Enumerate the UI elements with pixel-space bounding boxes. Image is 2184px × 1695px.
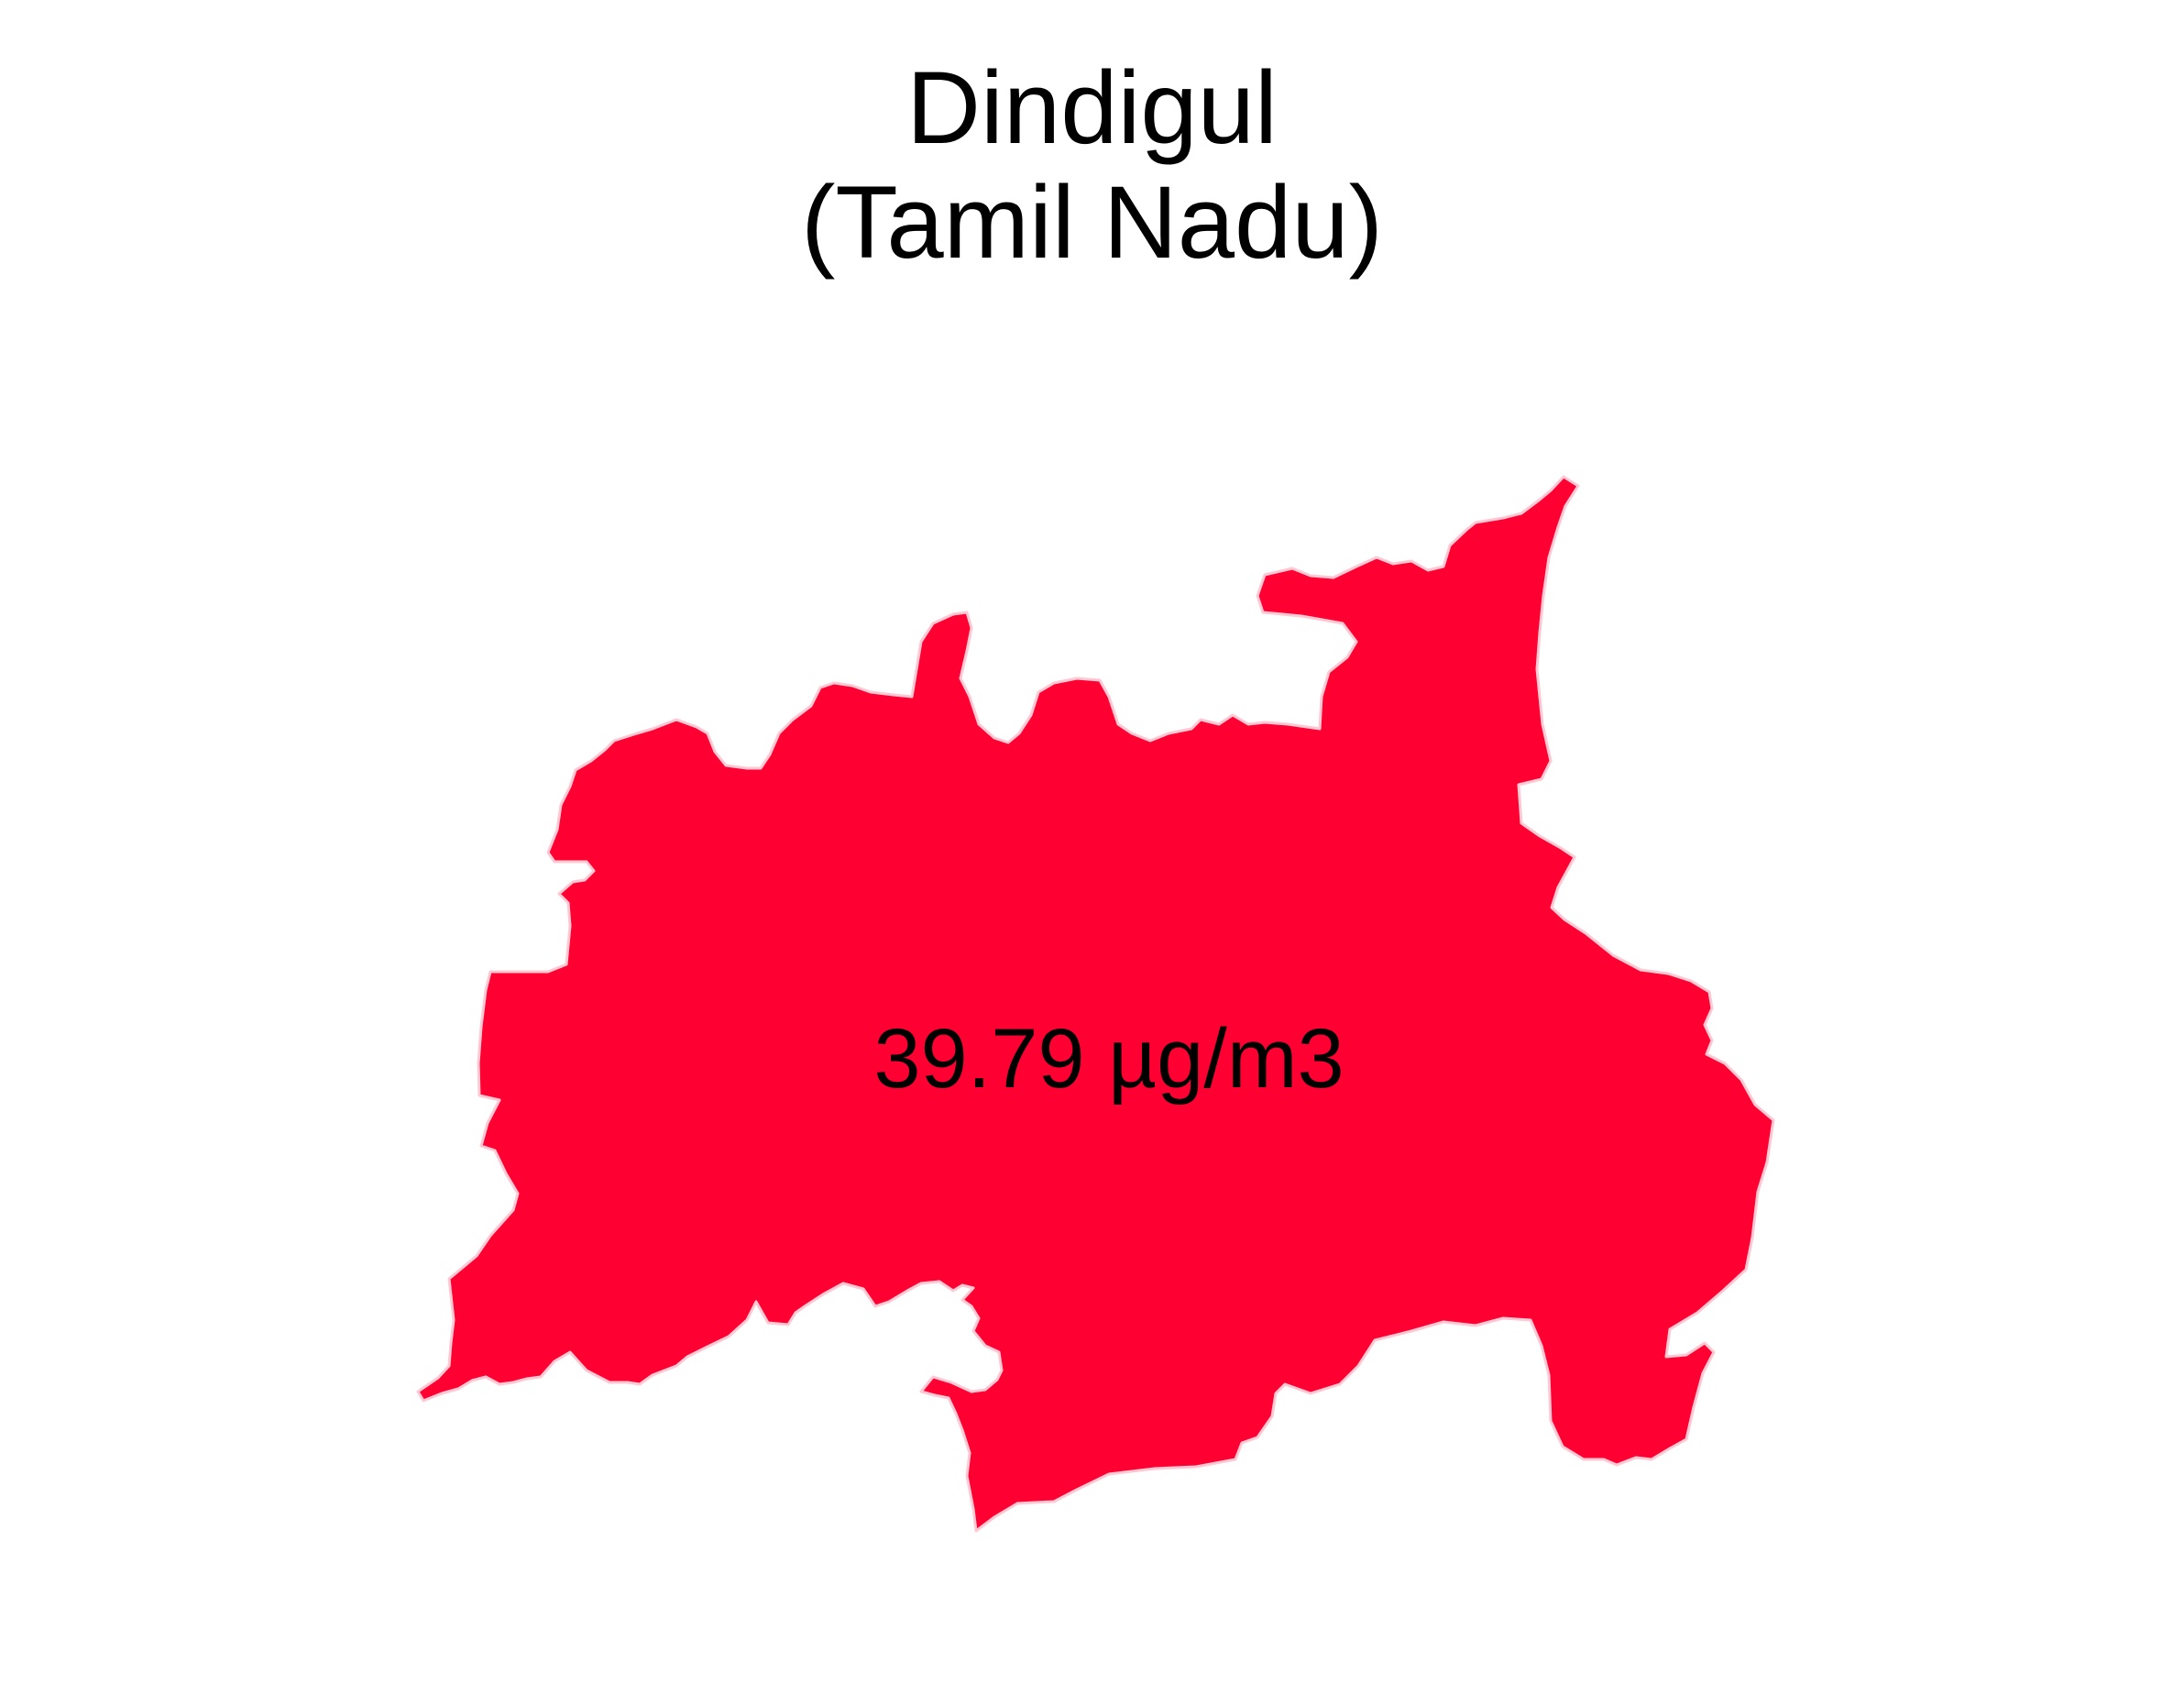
state-name: (Tamil Nadu) <box>801 165 1383 280</box>
district-shape <box>418 477 1773 1531</box>
district-name: Dindigul <box>906 50 1278 165</box>
pm25-value-label: 39.79 µg/m3 <box>873 1012 1344 1106</box>
